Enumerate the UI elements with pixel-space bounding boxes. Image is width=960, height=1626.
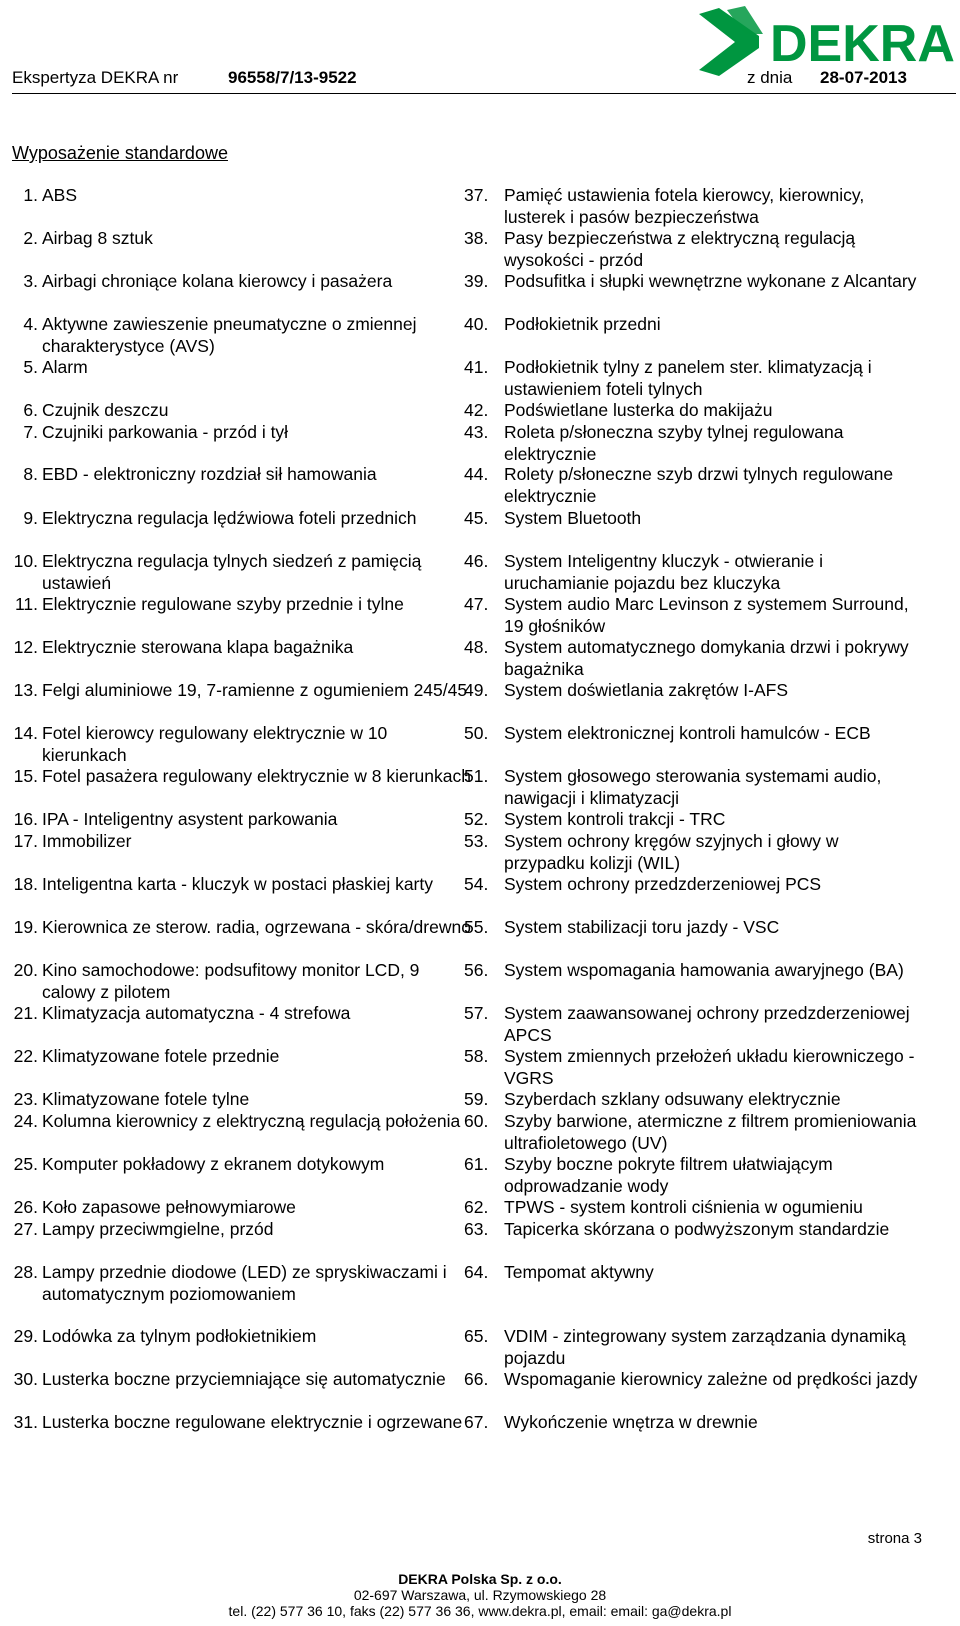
list-item-number: 43. <box>464 422 489 442</box>
list-item-number: 54. <box>464 874 489 894</box>
list-item-number: 25. <box>13 1154 38 1174</box>
list-item-number: 45. <box>464 508 489 528</box>
list-item-number: 39. <box>464 271 489 291</box>
list-item-text: Tempomat aktywny <box>504 1262 654 1282</box>
list-item-text: System stabilizacji toru jazdy - VSC <box>504 917 780 937</box>
report-date: 28-07-2013 <box>820 68 907 87</box>
list-item-text: System wspomagania hamowania awaryjnego (BA) <box>504 960 904 980</box>
list-item-text: IPA - Inteligentny asystent parkowania <box>42 809 338 829</box>
list-item-number: 15. <box>13 766 38 786</box>
list-item-number: 24. <box>13 1111 38 1131</box>
list-item-text: System zaawansowanej ochrony przedzderzeniowej APCS <box>504 1003 910 1045</box>
list-item-text: Roleta p/słoneczna szyby tylnej regulowana elektrycznie <box>504 422 844 464</box>
list-item-number: 6. <box>23 400 38 420</box>
list-item-number: 26. <box>13 1197 38 1217</box>
list-item-number: 17. <box>13 831 38 851</box>
list-item-number: 60. <box>464 1111 489 1131</box>
list-item-number: 52. <box>464 809 489 829</box>
list-item-number: 5. <box>23 357 38 377</box>
list-item-number: 58. <box>464 1046 489 1066</box>
list-item-text: Podświetlane lusterka do makijażu <box>504 400 773 420</box>
list-item-number: 38. <box>464 228 489 248</box>
list-item-text: Elektryczna regulacja lędźwiowa foteli przednich <box>42 508 417 528</box>
list-item-number: 56. <box>464 960 489 980</box>
list-item-text: Elektrycznie regulowane szyby przednie i tylne <box>42 594 404 614</box>
list-item-text: Airbagi chroniące kolana kierowcy i pasażera <box>42 271 393 291</box>
list-item-number: 31. <box>13 1412 38 1432</box>
list-item-number: 27. <box>13 1219 38 1239</box>
list-item-text: System doświetlania zakrętów I-AFS <box>504 680 788 700</box>
list-item-text: Pasy bezpieczeństwa z elektryczną regulacją wysokości - przód <box>504 228 856 270</box>
list-item-text: Lampy przednie diodowe (LED) ze spryskiwaczami i automatycznym poziomowaniem <box>42 1262 447 1304</box>
list-item-number: 29. <box>13 1326 38 1346</box>
list-item-number: 11. <box>14 594 38 614</box>
list-item-text: Kino samochodowe: podsufitowy monitor LCD, 9 calowy z pilotem <box>42 960 420 1002</box>
list-item-text: Elektryczna regulacja tylnych siedzeń z pamięcią ustawień <box>42 551 422 593</box>
list-item-number: 40. <box>464 314 489 334</box>
list-item-number: 18. <box>13 874 38 894</box>
list-item-text: Kierownica ze sterow. radia, ogrzewana - skóra/drewno <box>42 917 471 937</box>
footer-company: DEKRA Polska Sp. z o.o. <box>398 1571 562 1587</box>
list-item-text: Pamięć ustawienia fotela kierowcy, kierownicy, lusterek i pasów bezpieczeństwa <box>504 185 865 227</box>
list-item-text: Felgi aluminiowe 19, 7-ramienne z ogumieniem 245/45 <box>42 680 468 700</box>
list-item-number: 55. <box>464 917 489 937</box>
list-item-text: VDIM - zintegrowany system zarządzania dynamiką pojazdu <box>504 1326 906 1368</box>
header-divider <box>12 93 956 94</box>
list-item-text: Immobilizer <box>42 831 132 851</box>
list-item-number: 16. <box>13 809 38 829</box>
list-item-text: Klimatyzowane fotele przednie <box>42 1046 280 1066</box>
list-item-number: 21. <box>13 1003 38 1023</box>
list-item-number: 41. <box>464 357 489 377</box>
list-item-number: 12. <box>13 637 38 657</box>
list-item-text: System ochrony przedzderzeniowej PCS <box>504 874 822 894</box>
list-item-text: System Inteligentny kluczyk - otwieranie i uruchamianie pojazdu bez kluczyka <box>504 551 824 593</box>
list-item-number: 64. <box>464 1262 489 1282</box>
list-item-number: 48. <box>464 637 489 657</box>
list-item-text: Lusterka boczne regulowane elektrycznie i ogrzewane <box>42 1412 463 1432</box>
list-item-text: Elektrycznie sterowana klapa bagażnika <box>42 637 354 657</box>
list-item-number: 53. <box>464 831 489 851</box>
list-item-number: 4. <box>23 314 38 334</box>
list-item-number: 47. <box>464 594 489 614</box>
list-item-number: 22. <box>13 1046 38 1066</box>
list-item-number: 19. <box>13 917 38 937</box>
list-item-number: 8. <box>23 464 38 484</box>
list-item-number: 57. <box>464 1003 489 1023</box>
list-item-number: 49. <box>464 680 489 700</box>
list-item-text: Kolumna kierownicy z elektryczną regulacją położenia <box>42 1111 461 1131</box>
list-item-text: Alarm <box>42 357 88 377</box>
list-item-text: Szyberdach szklany odsuwany elektrycznie <box>504 1089 841 1109</box>
list-item-number: 28. <box>13 1262 38 1282</box>
list-item-text: Czujnik deszczu <box>42 400 169 420</box>
list-item-text: Lusterka boczne przyciemniające się automatycznie <box>42 1369 446 1389</box>
list-item-text: Podłokietnik tylny z panelem ster. klimatyzacją i ustawieniem foteli tylnych <box>504 357 872 399</box>
list-item-text: Klimatyzacja automatyczna - 4 strefowa <box>42 1003 351 1023</box>
list-item-text: System elektronicznej kontroli hamulców - ECB <box>504 723 871 743</box>
report-label: Ekspertyza DEKRA nr <box>12 68 179 87</box>
list-item-text: EBD - elektroniczny rozdział sił hamowania <box>42 464 377 484</box>
list-item-text: System automatycznego domykania drzwi i pokrywy bagażnika <box>504 637 909 679</box>
list-item-text: System kontroli trakcji - TRC <box>504 809 726 829</box>
list-item-text: Rolety p/słoneczne szyb drzwi tylnych regulowane elektrycznie <box>504 464 894 506</box>
list-item-text: Wspomaganie kierownicy zależne od prędkości jazdy <box>504 1369 918 1389</box>
list-item-number: 37. <box>464 185 489 205</box>
list-item-text: System ochrony kręgów szyjnych i głowy w przypadku kolizji (WIL) <box>504 831 839 873</box>
list-item-number: 3. <box>23 271 38 291</box>
list-item-number: 10. <box>13 551 38 571</box>
list-item-number: 42. <box>464 400 489 420</box>
page-number: strona 3 <box>867 1530 922 1547</box>
list-item-text: Tapicerka skórzana o podwyższonym standardzie <box>504 1219 890 1239</box>
list-item-text: System głosowego sterowania systemami audio, nawigacji i klimatyzacji <box>504 766 882 808</box>
list-item-text: Lampy przeciwmgielne, przód <box>42 1219 274 1239</box>
list-item-text: Czujniki parkowania - przód i tył <box>42 422 289 442</box>
list-item-number: 59. <box>464 1089 489 1109</box>
list-item-number: 23. <box>13 1089 38 1109</box>
list-item-number: 67. <box>464 1412 489 1432</box>
list-item-text: System zmiennych przełożeń układu kierowniczego - VGRS <box>504 1046 915 1088</box>
list-item-text: Inteligentna karta - kluczyk w postaci płaskiej karty <box>42 874 433 894</box>
list-item-text: Klimatyzowane fotele tylne <box>42 1089 250 1109</box>
list-item-number: 14. <box>13 723 38 743</box>
list-item-number: 13. <box>13 680 38 700</box>
footer-contact: tel. (22) 577 36 10, faks (22) 577 36 36, www.dekra.pl, email: email: ga@dekra.pl <box>228 1603 732 1619</box>
list-item-number: 46. <box>464 551 489 571</box>
list-item-text: System audio Marc Levinson z systemem Surround, 19 głośników <box>504 594 909 636</box>
list-item-text: Lodówka za tylnym podłokietnikiem <box>42 1326 317 1346</box>
list-item-text: ABS <box>42 185 78 205</box>
list-item-text: Podsufitka i słupki wewnętrzne wykonane z Alcantary <box>504 271 917 291</box>
list-item-number: 30. <box>13 1369 38 1389</box>
section-title: Wyposażenie standardowe <box>12 143 228 163</box>
report-number: 96558/7/13-9522 <box>228 68 357 87</box>
list-item-text: Komputer pokładowy z ekranem dotykowym <box>42 1154 385 1174</box>
list-item-text: Szyby barwione, atermiczne z filtrem promieniowania ultrafioletowego (UV) <box>504 1111 917 1153</box>
list-item-number: 2. <box>23 228 38 248</box>
list-item-text: Wykończenie wnętrza w drewnie <box>504 1412 758 1432</box>
logo-text: DEKRA <box>770 15 955 73</box>
list-item-text: Fotel kierowcy regulowany elektrycznie w 10 kierunkach <box>42 723 388 765</box>
list-item-number: 44. <box>464 464 489 484</box>
list-item-number: 20. <box>13 960 38 980</box>
report-header <box>12 68 907 87</box>
list-item-text: Fotel pasażera regulowany elektrycznie w 8 kierunkach <box>42 766 471 786</box>
list-item-text: Szyby boczne pokryte filtrem ułatwiającym odprowadzanie wody <box>504 1154 833 1196</box>
list-item-text: TPWS - system kontroli ciśnienia w ogumieniu <box>504 1197 863 1217</box>
list-item-number: 66. <box>464 1369 489 1389</box>
list-item-text: System Bluetooth <box>504 508 642 528</box>
footer-address: 02-697 Warszawa, ul. Rzymowskiego 28 <box>353 1587 607 1603</box>
list-item-number: 61. <box>464 1154 489 1174</box>
list-item-text: Airbag 8 sztuk <box>42 228 153 248</box>
list-item-number: 62. <box>464 1197 489 1217</box>
list-item-number: 51. <box>464 766 489 786</box>
list-item-number: 63. <box>464 1219 489 1239</box>
date-label: z dnia <box>747 68 793 87</box>
list-item-number: 7. <box>23 422 38 442</box>
list-item-text: Aktywne zawieszenie pneumatyczne o zmiennej charakterystyce (AVS) <box>42 314 417 356</box>
list-item-text: Koło zapasowe pełnowymiarowe <box>42 1197 296 1217</box>
list-item-number: 65. <box>464 1326 489 1346</box>
list-item-number: 50. <box>464 723 489 743</box>
list-item-number: 1. <box>23 185 38 205</box>
list-item-number: 9. <box>23 508 38 528</box>
list-item-text: Podłokietnik przedni <box>504 314 661 334</box>
